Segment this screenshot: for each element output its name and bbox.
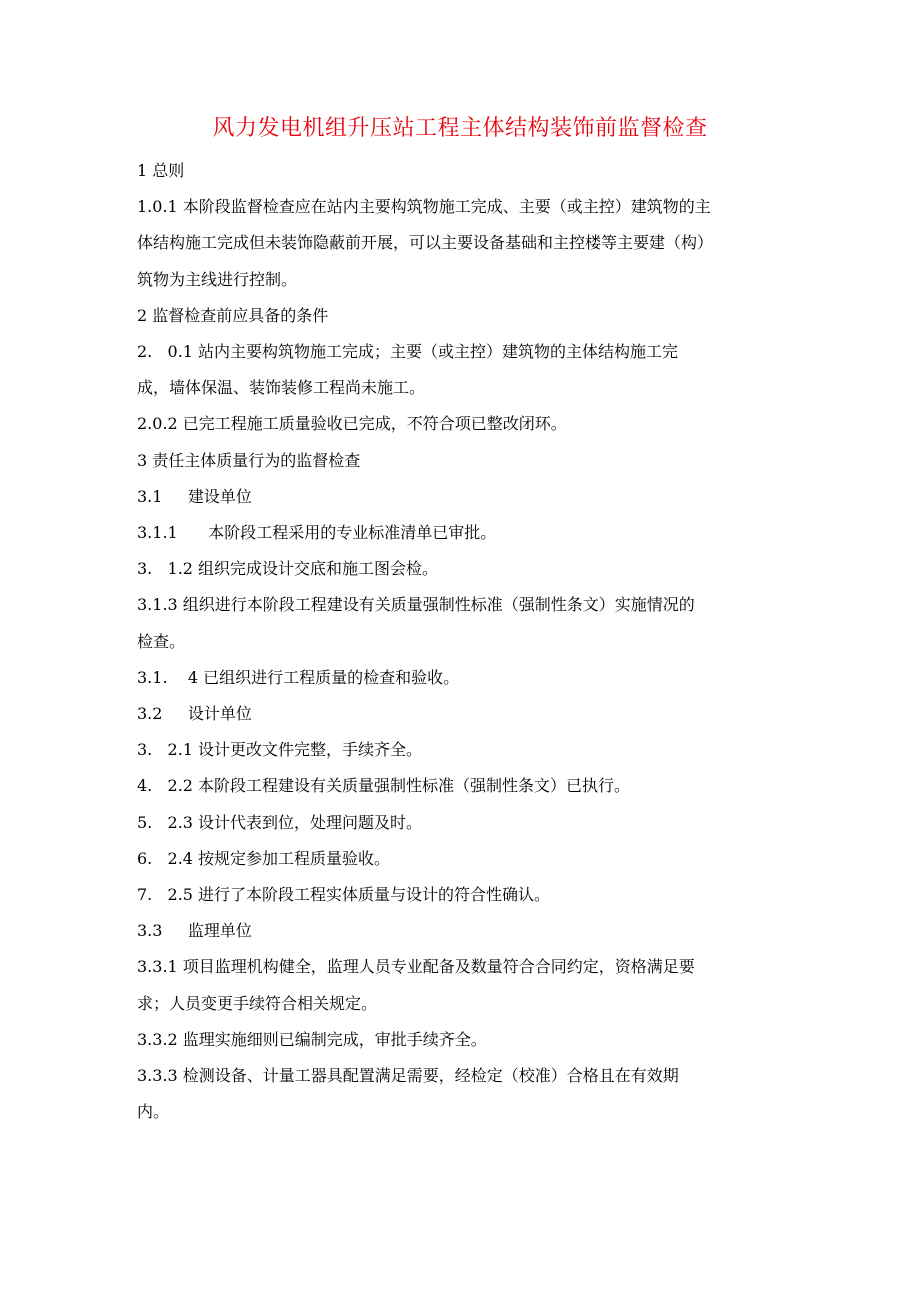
text-line: 3.2 设计单位: [137, 704, 252, 724]
subsection-heading-3-3: [137, 913, 787, 949]
text-line: 3.1.3 组织进行本阶段工程建设有关质量强制性标准（强制性条文）实施情况的: [137, 595, 695, 615]
text-line: 体结构施工完成但未装饰隐蔽前开展，可以主要设备基础和主控楼等主要建（构）: [137, 233, 714, 253]
paragraph-3-2-2: [137, 768, 787, 804]
section-heading-responsibility: [137, 443, 787, 479]
text-line: 3.1. 4 已组织进行工程质量的检查和验收。: [137, 667, 460, 687]
text-line: 4. 2.2 本阶段工程建设有关质量强制性标准（强制性条文）已执行。: [137, 776, 631, 796]
text-line: 3. 2.1 设计更改文件完整，手续齐全。: [137, 740, 423, 760]
paragraph-1-0-1: [137, 189, 787, 298]
text-line: 7. 2.5 进行了本阶段工程实体质量与设计的符合性确认。: [137, 885, 551, 905]
paragraph-3-1-2: [137, 551, 787, 587]
paragraph-3-2-1: [137, 732, 787, 768]
text-line: 3.3.2 监理实施细则已编制完成，审批手续齐全。: [137, 1029, 487, 1049]
paragraph-3-1-4: [137, 660, 787, 696]
text-line: 内。: [137, 1102, 170, 1122]
text-line: 2.0.2 已完工程施工质量验收已完成，不符合项已整改闭环。: [137, 414, 567, 434]
text-line: 1.0.1 本阶段监督检查应在站内主要构筑物施工完成、主要（或主控）建筑物的主: [137, 197, 711, 217]
section-heading-general: [137, 153, 787, 189]
text-line: 1 总则: [137, 161, 185, 180]
paragraph-3-2-3: [137, 805, 787, 841]
paragraph-2-0-1: [137, 334, 787, 406]
paragraph-3-3-2: [137, 1022, 787, 1058]
subsection-heading-3-1: [137, 479, 787, 515]
text-line: 求；人员变更手续符合相关规定。: [137, 993, 378, 1013]
paragraph-3-3-1: [137, 949, 787, 1021]
text-line: 2 监督检查前应具备的条件: [137, 305, 329, 325]
text-line: 3.3.1 项目监理机构健全，监理人员专业配备及数量符合合同约定，资格满足要: [137, 957, 695, 977]
document-title: 风力发电机组升压站工程主体结构装饰前监督检查: [212, 116, 708, 141]
text-line: 成，墙体保温、装饰装修工程尚未施工。: [137, 378, 426, 398]
paragraph-3-2-5: [137, 877, 787, 913]
text-line: 检查。: [137, 631, 186, 651]
paragraph-3-1-3: [137, 587, 787, 659]
text-line: 3.3.3 检测设备、计量工器具配置满足需要，经检定（校准）合格且在有效期: [137, 1066, 679, 1086]
text-line: 3 责任主体质量行为的监督检查: [137, 450, 361, 470]
paragraph-3-3-3: [137, 1058, 787, 1130]
text-line: 5. 2.3 设计代表到位，处理问题及时。: [137, 812, 423, 832]
text-line: 6. 2.4 按规定参加工程质量验收。: [137, 848, 391, 868]
document-body: [137, 153, 787, 1130]
text-line: 3.1.1 本阶段工程采用的专业标准清单已审批。: [137, 523, 497, 543]
text-line: 筑物为主线进行控制。: [137, 269, 298, 289]
paragraph-3-2-4: [137, 841, 787, 877]
text-line: 3. 1.2 组织完成设计交底和施工图会检。: [137, 559, 439, 579]
text-line: 3.1 建设单位: [137, 486, 252, 506]
text-line: 3.3 监理单位: [137, 921, 252, 941]
text-line: 2. 0.1 站内主要构筑物施工完成；主要（或主控）建筑物的主体结构施工完: [137, 342, 679, 362]
section-heading-conditions: [137, 298, 787, 334]
paragraph-2-0-2: [137, 406, 787, 442]
subsection-heading-3-2: [137, 696, 787, 732]
paragraph-3-1-1: [137, 515, 787, 551]
